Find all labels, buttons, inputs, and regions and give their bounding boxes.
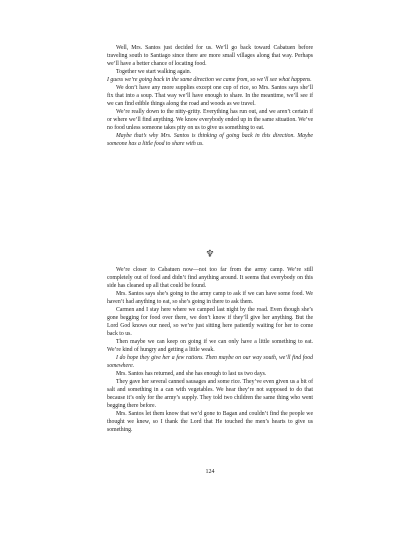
paragraph: We don’t have any more supplies except one cup of rice, so Mrs. Santos says she’ll fix that into a soup. That way we’ll have enough to share. In the meantime, we’ll see if we can find edible things along the road and woods as we travel. [107,85,313,107]
paragraph: Mrs. Santos says she’s going to the army camp to ask if we can have some food. We haven’t had anything to eat, so she’s going in there to ask them. [107,291,313,305]
section-divider-ornament-icon: ♆ [205,249,215,260]
paragraph: Well, Mrs. Santos just decided for us. We’ll go back toward Cabatuen before traveling south to Santiago since there are more small villages along that way. Perhaps we’ll have a better chance of locating food. [107,45,313,67]
paragraph: Then maybe we can keep on going if we can only have a little something to eat. We’re kind of hungry and getting a little weak. [107,339,313,353]
paragraph: Carmen and I stay here where we camped last night by the road. Even though she’s gone begging for food over there, we don’t know if they’ll give her anything. But the Lord God knows our need, so we’re just sitting here patiently waiting for her to come back to us. [107,307,313,337]
paragraph: Together we start walking again. [116,69,192,75]
text-section-top [107,44,313,148]
paragraph: We’re closer to Cabatuen now—not too far from the army camp. We’re still completely out of food and didn’t find anything around. It seems that everybody on this side has cleaned up all that could be found. [107,267,313,289]
paragraph: Mrs. Santos let them know that we’d gone to Bagan and couldn’t find the people we thought we knew, so I thank the Lord that He touched the men’s hearts to give us something. [107,411,313,433]
italic-paragraph: Maybe that’s why Mrs. Santos is thinking of going back in this direction. Maybe someone has a little food to share with us. [107,133,313,147]
page-number: 124 [205,469,215,475]
paragraph: They gave her several canned sausages and some rice. They’ve even given us a bit of salt and something in a can with vegetables. We hear they’re not supposed to do that because it’s only for the army’s supply. They told two children the same thing who went begging there before. [107,379,313,409]
text-section-bottom [107,266,313,434]
italic-paragraph: I guess we’re going back in the same direction we came from, so we’ll see what happens. [107,77,312,83]
paragraph: Mrs. Santos has returned, and she has enough to last us two days. [116,371,267,377]
paragraph: We’re really down to the nitty-gritty. Everything has run out, and we aren’t certain if or where we’ll find anything. We know everybody ended up in the same situation. We’ve no food unless someone takes pity on us to give us something to eat. [107,109,313,131]
italic-paragraph: I do hope they give her a few rations. Then maybe on our way south, we’ll find food somewhere. [107,355,313,369]
